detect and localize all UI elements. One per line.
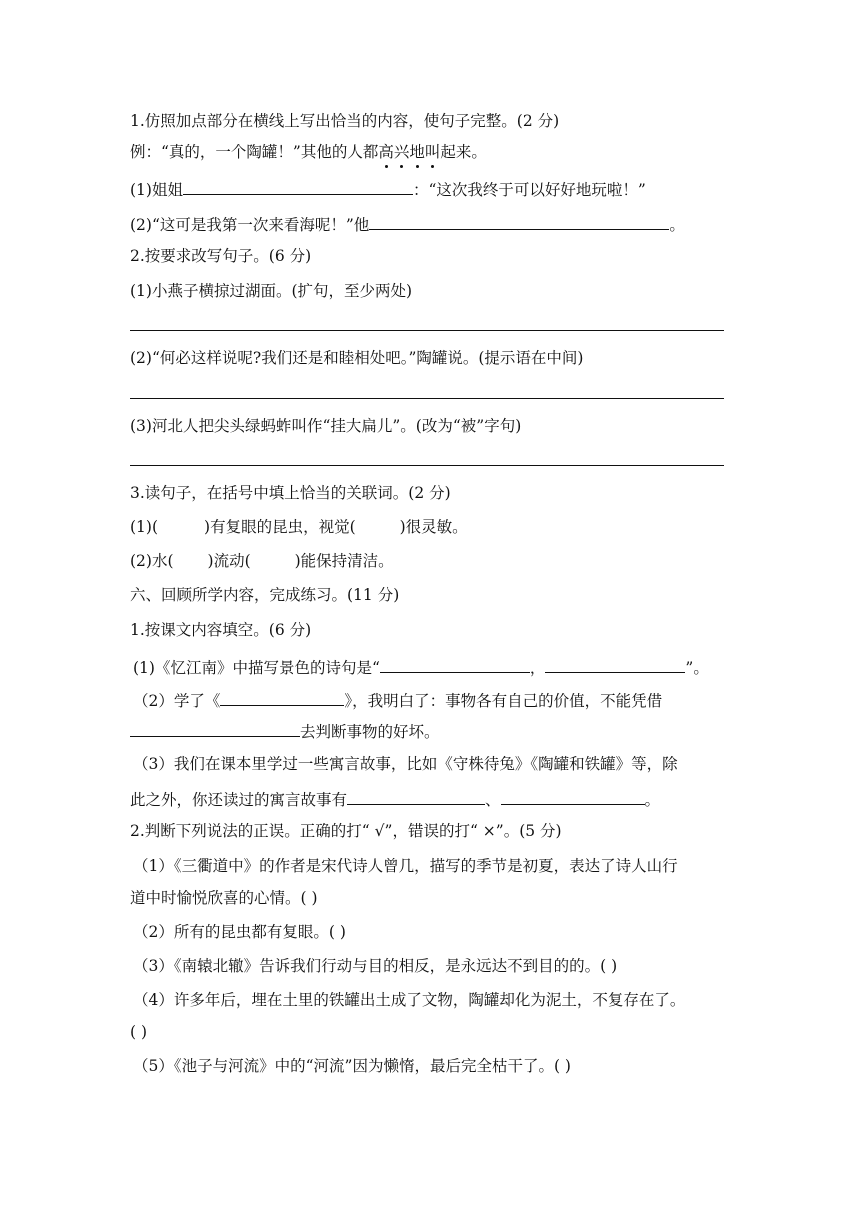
s6-part1-item2-blank-2[interactable] — [130, 718, 300, 737]
q1-item1-suffix: ：“这次我终于可以好好地玩啦！” — [412, 181, 646, 199]
q1-item2-suffix: 。 — [669, 216, 685, 234]
s6-part2-item2: （2）所有的昆虫都有复眼。( ) — [133, 923, 346, 941]
q3-title: 3.读句子，在括号中填上恰当的关联词。(2 分) — [130, 484, 451, 502]
s6-part2-title: 2.判断下列说法的正误。正确的打“ √”，错误的打“ ×”。(5 分) — [130, 822, 562, 840]
q3-item1-part-b: )有复眼的昆虫，视觉( — [204, 518, 356, 536]
q1-example-prefix: 例：“真的，一个陶罐！”其他的人都 — [130, 143, 379, 161]
s6-part1-item1 — [133, 654, 709, 679]
s6-part1-item2-blank-1[interactable] — [220, 687, 344, 706]
q1-title: 1.仿照加点部分在横线上写出恰当的内容，使句子完整。(2 分) — [130, 112, 560, 130]
q1-example-suffix: 起来。 — [440, 143, 487, 161]
s6-part1-item3-cont — [130, 786, 660, 811]
s6-part1-item3-c: 、 — [485, 791, 501, 809]
q1-item1 — [130, 176, 646, 201]
q2-item3-answer-line[interactable] — [130, 465, 724, 466]
q1-dotted-char: 高 — [378, 143, 394, 161]
q1-item2-prefix: (2)“这可是我第一次来看海呢！”他 — [130, 216, 370, 234]
s6-part1-item1-blank-1[interactable] — [380, 654, 530, 673]
s6-part1-item3-d: 。 — [644, 791, 661, 809]
q3-item2-part-c: )能保持清洁。 — [294, 552, 394, 570]
s6-part1-item3-b: 此之外，你还读过的寓言故事有 — [130, 791, 348, 809]
q1-item2-blank[interactable] — [369, 211, 669, 230]
s6-part2-item5: （5）《池子与河流》中的“河流”因为懒惰，最后完全枯干了。( ) — [133, 1057, 571, 1075]
q1-example — [130, 141, 487, 163]
s6-part1-item2-c: 去判断事物的好坏。 — [300, 723, 440, 741]
q1-dotted-char: 地 — [409, 143, 425, 161]
q1-dotted-char: 兴 — [393, 143, 410, 161]
s6-part2-item1: （1）《三衢道中》的作者是宋代诗人曾几，描写的季节是初夏，表达了诗人山行 — [133, 857, 678, 875]
s6-part2-item3: （3）《南辕北辙》告诉我们行动与目的相反，是永远达不到目的的。( ) — [133, 957, 618, 975]
q2-item3: (3)河北人把尖头绿蚂蚱叫作“挂大扁儿”。(改为“被”字句) — [130, 417, 522, 435]
q3-item2-part-a: (2)水( — [130, 552, 174, 570]
s6-part1-item1-blank-2[interactable] — [545, 654, 685, 673]
s6-part1-item2 — [133, 687, 662, 712]
s6-part1-item1-a: (1)《忆江南》中描写景色的诗句是“ — [133, 659, 380, 677]
s6-part1-item1-b: ， — [529, 659, 546, 677]
q2-item2-answer-line[interactable] — [130, 398, 724, 399]
s6-part1-item2-cont — [130, 718, 440, 743]
q3-item2 — [130, 550, 394, 572]
q2-title: 2.按要求改写句子。(6 分) — [130, 247, 312, 265]
s6-part1-title: 1.按课文内容填空。(6 分) — [130, 621, 312, 639]
q1-item1-prefix: (1)姐姐 — [130, 181, 183, 199]
s6-part2-item4: （4）许多年后，埋在土里的铁罐出土成了文物，陶罐却化为泥土，不复存在了。 — [133, 991, 686, 1009]
s6-part1-item2-a: （2）学了《 — [133, 692, 221, 710]
s6-part1-item3: （3）我们在课本里学过一些寓言故事，比如《守株待兔》《陶罐和铁罐》等，除 — [133, 755, 678, 773]
q1-item2 — [130, 211, 685, 236]
q3-item1-part-a: (1)( — [130, 518, 159, 536]
q3-item1 — [130, 516, 468, 538]
s6-part1-item3-blank-2[interactable] — [501, 786, 645, 805]
s6-part2-item1-cont: 道中时愉悦欣喜的心情。( ) — [130, 889, 318, 907]
s6-part1-item1-c: ”。 — [685, 659, 709, 677]
s6-part1-item2-b: 》，我明白了：事物各有自己的价值，不能凭借 — [344, 692, 663, 710]
section6-title: 六、回顾所学内容，完成练习。(11 分) — [130, 586, 400, 604]
q2-item1: (1)小燕子横掠过湖面。(扩句，至少两处) — [130, 282, 413, 300]
s6-part1-item3-blank-1[interactable] — [347, 786, 485, 805]
q3-item1-part-c: )很灵敏。 — [399, 518, 468, 536]
s6-part2-item4-cont: ( ) — [130, 1023, 148, 1041]
q2-item2: (2)“何必这样说呢?我们还是和睦相处吧。”陶罐说。(提示语在中间) — [130, 349, 584, 367]
q2-item1-answer-line[interactable] — [130, 330, 724, 331]
q1-item1-blank[interactable] — [183, 176, 413, 195]
q1-dotted-char: 叫 — [424, 143, 441, 161]
q3-item2-part-b: )流动( — [207, 552, 251, 570]
